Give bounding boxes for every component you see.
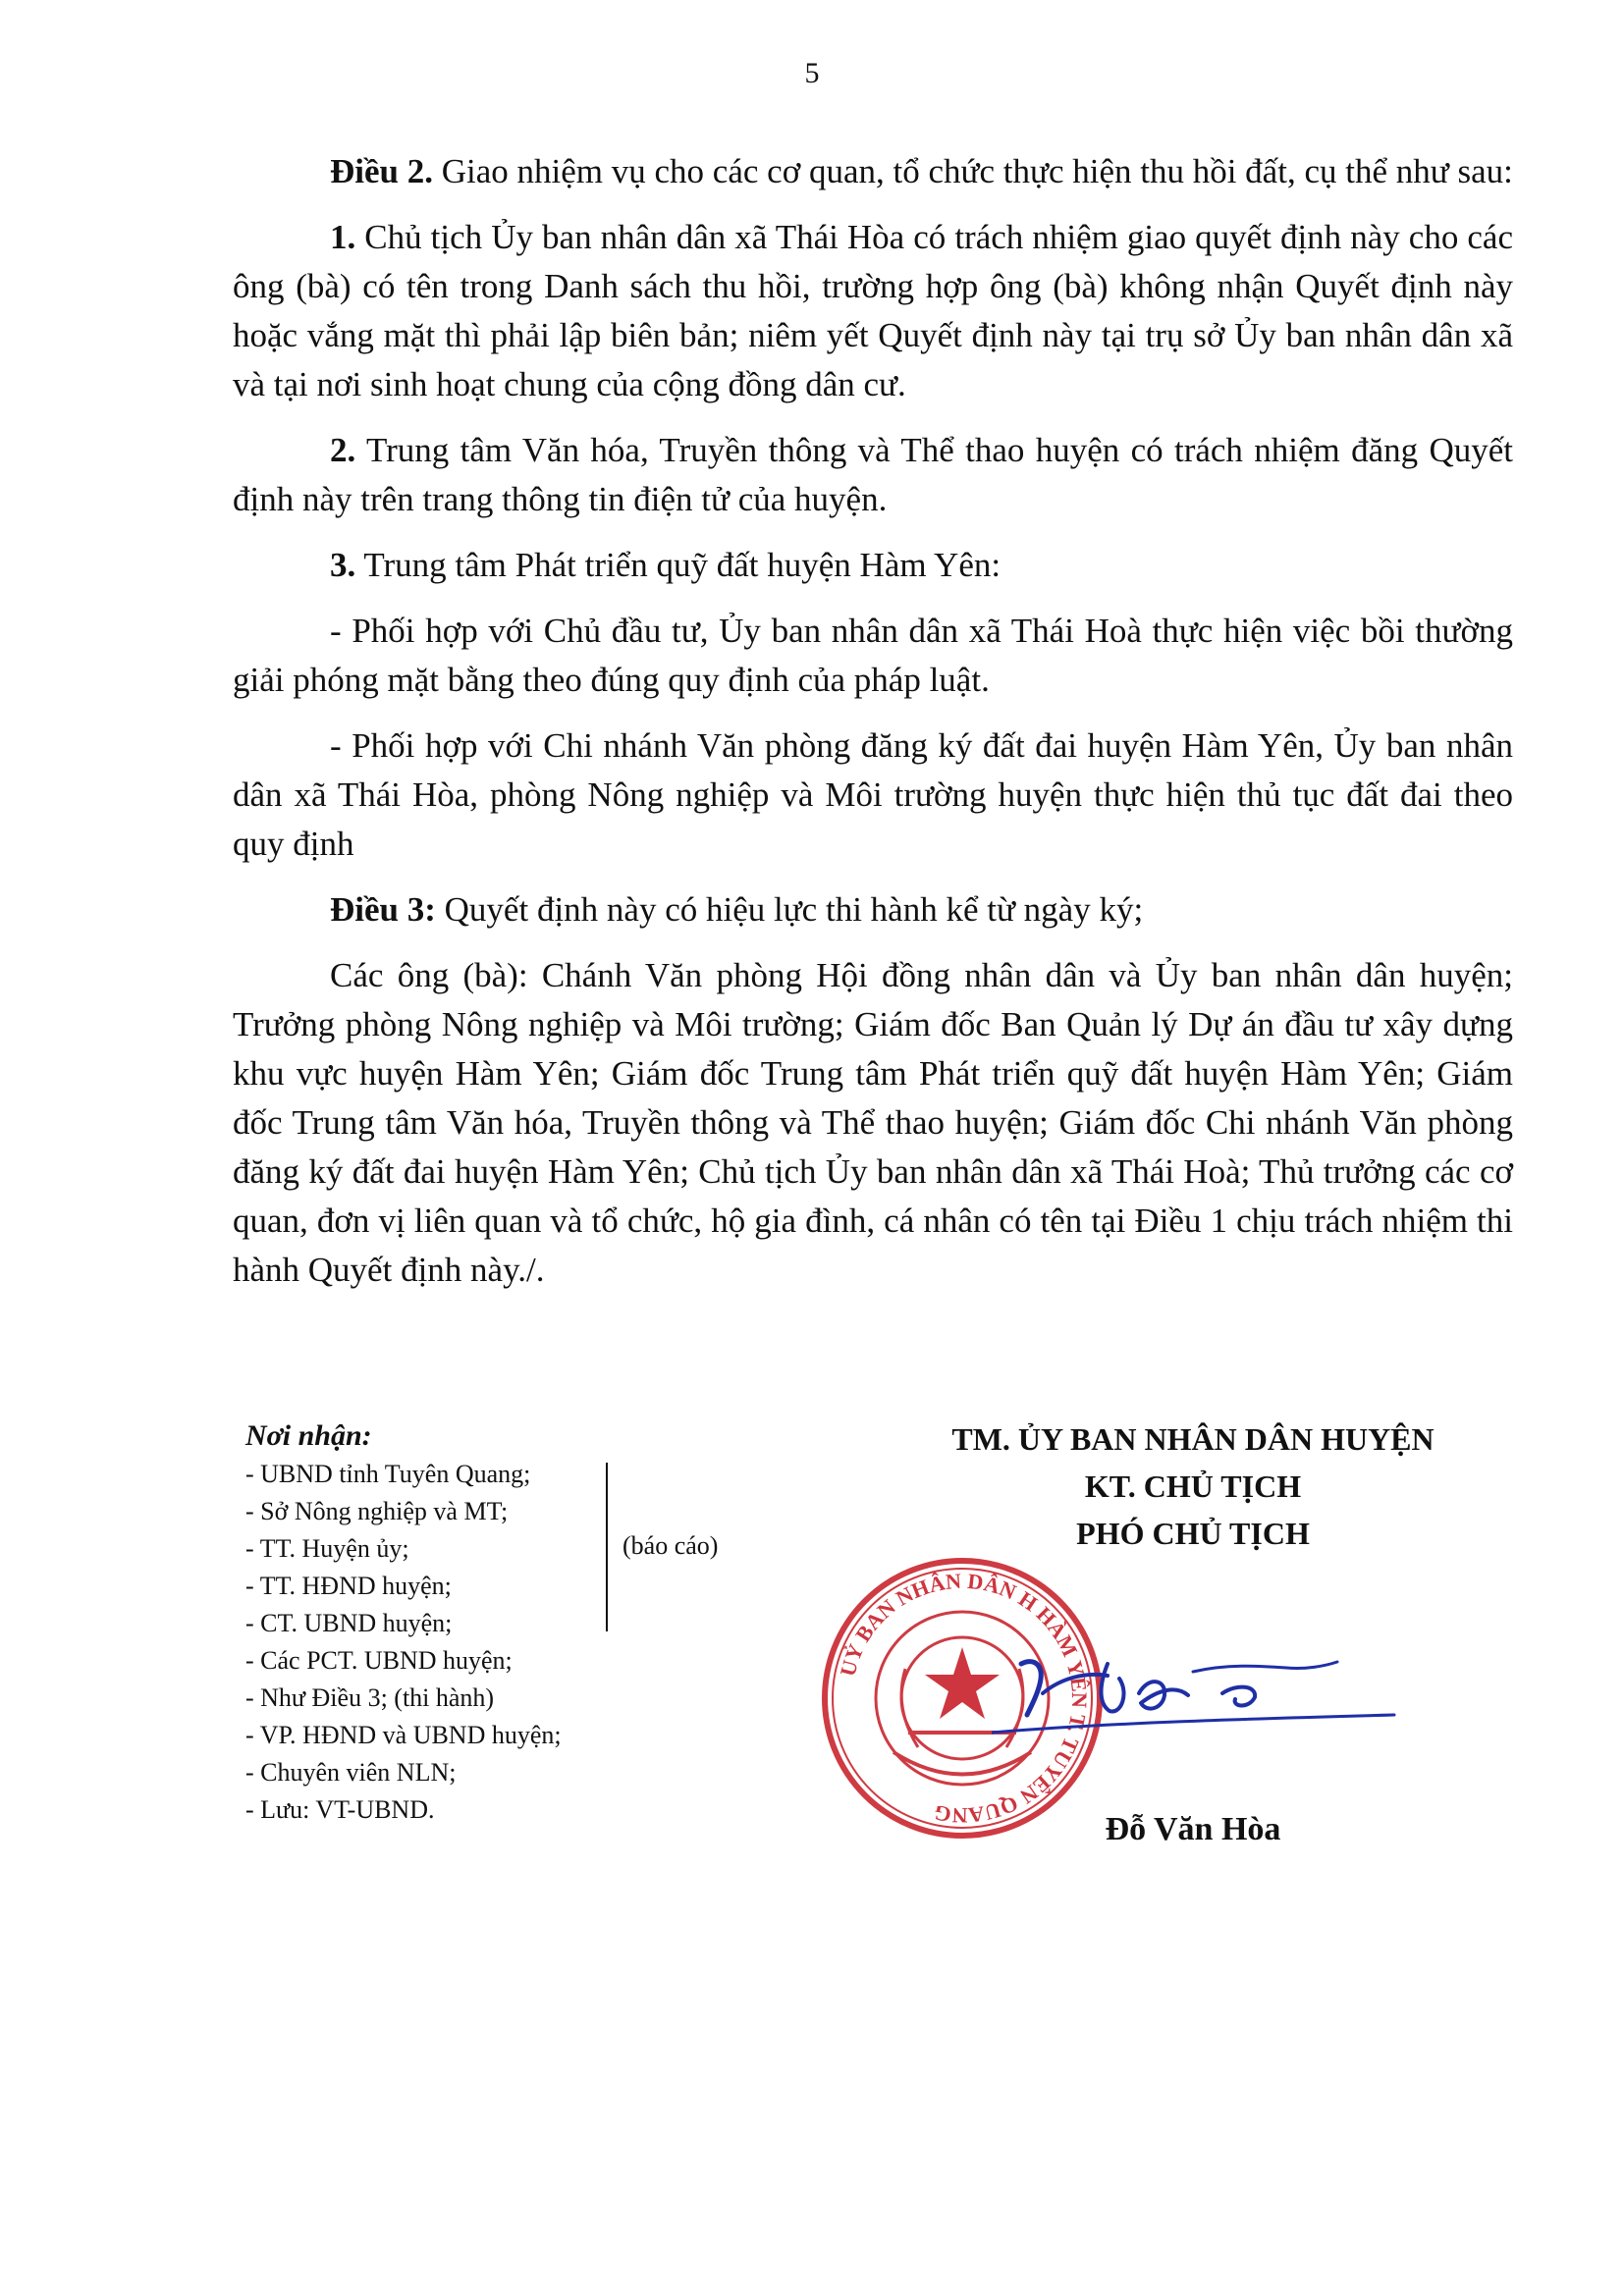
paragraph-text: Quyết định này có hiệu lực thi hành kể từ ngày ký; [435,890,1144,929]
recipients-list [245,1416,562,1829]
paragraph-item-3 [233,541,1513,590]
paragraph-lead: Điều 2. [330,152,433,190]
signature-authority: TM. ỦY BAN NHÂN DÂN HUYỆN [951,1421,1435,1457]
signer-name: Đỗ Văn Hòa [1105,1811,1281,1847]
paragraph-responsibilities [233,951,1513,1295]
paragraph-text: Giao nhiệm vụ cho các cơ quan, tổ chức thực hiện thu hồi đất, cụ thể như sau: [433,152,1513,190]
paragraph-text: Trung tâm Văn hóa, Truyền thông và Thể thao huyện có trách nhiệm đăng Quyết định này trên trang thông tin điện tử của huyện. [233,431,1513,518]
paragraph-text: - Phối hợp với Chủ đầu tư, Ủy ban nhân dân xã Thái Hoà thực hiện việc bồi thường giải phóng mặt bằng theo đúng quy định của pháp luật. [233,612,1513,699]
recipient-item: - CT. UBND huyện; [245,1609,453,1637]
recipient-item: - VP. HĐND và UBND huyện; [245,1721,562,1749]
paragraph-lead: Điều 3: [330,890,436,929]
recipient-item: - Các PCT. UBND huyện; [245,1646,513,1675]
recipient-item: - TT. HĐND huyện; [245,1572,452,1600]
paragraph-text: - Phối hợp với Chi nhánh Văn phòng đăng ký đất đai huyện Hàm Yên, Ủy ban nhân dân xã Thái Hòa, phòng Nông nghiệp và Môi trường huyện thực hiện thủ tục đất đai theo quy định [233,726,1513,863]
recipient-item: - Lưu: VT-UBND. [245,1795,435,1824]
paragraph-dieu-3 [233,885,1513,934]
paragraph-text: Trung tâm Phát triển quỹ đất huyện Hàm Yên: [355,546,1001,584]
paragraph-lead: 2. [330,431,356,469]
recipients-group-note: (báo cáo) [623,1531,719,1560]
document-body [233,147,1513,1311]
recipient-item: - Chuyên viên NLN; [245,1758,457,1787]
recipient-item: - Như Điều 3; (thi hành) [245,1683,495,1712]
recipient-item: - Sở Nông nghiệp và MT; [245,1497,509,1525]
paragraph-lead: 3. [330,546,356,584]
handwritten-signature-icon [992,1625,1404,1752]
signature-position: PHÓ CHỦ TỊCH [1076,1516,1310,1551]
signature-block [884,1415,1502,1557]
recipients-title: Nơi nhận: [245,1419,372,1452]
seal-ring-text: UỶ BAN NHÂN DÂN H HÀM YÊN T. TUYÊN QUANG [835,1568,1093,1829]
recipient-item: - TT. Huyện ủy; [245,1534,409,1563]
paragraph-lead: 1. [330,218,356,256]
paragraph-item-2 [233,426,1513,524]
signature-on-behalf: KT. CHỦ TỊCH [1084,1468,1302,1504]
paragraph-bullet-2 [233,721,1513,869]
page-number: 5 [804,57,820,89]
paragraph-text: Các ông (bà): Chánh Văn phòng Hội đồng nhân dân và Ủy ban nhân dân huyện; Trưởng phòng Nông nghiệp và Môi trường; Giám đốc Ban Quản lý Dự án đầu tư xây dựng khu vực huyện Hàm Yên; Giám đốc Trung tâm Phát triển quỹ đất huyện Hàm Yên; Giám đốc Trung tâm Văn hóa, Truyền thông và Thể thao huyện; Giám đốc Chi nhánh Văn phòng đăng ký đất đai huyện Hàm Yên; Chủ tịch Ủy ban nhân dân xã Thái Hoà; Thủ trưởng các cơ quan, đơn vị liên quan và tổ chức, hộ gia đình, cá nhân có tên tại Điều 1 chịu trách nhiệm thi hành Quyết định này./. [233,956,1513,1289]
paragraph-bullet-1 [233,607,1513,705]
paragraph-item-1 [233,213,1513,409]
recipients-group-bracket [606,1463,608,1631]
paragraph-dieu-2 [233,147,1513,196]
recipient-item: - UBND tỉnh Tuyên Quang; [245,1460,531,1488]
paragraph-text: Chủ tịch Ủy ban nhân dân xã Thái Hòa có trách nhiệm giao quyết định này cho các ông (bà) có tên trong Danh sách thu hồi, trường hợp ông (bà) không nhận Quyết định này hoặc vắng mặt thì phải lập biên bản; niêm yết Quyết định này tại trụ sở Ủy ban nhân dân xã và tại nơi sinh hoạt chung của cộng đồng dân cư. [233,218,1513,403]
